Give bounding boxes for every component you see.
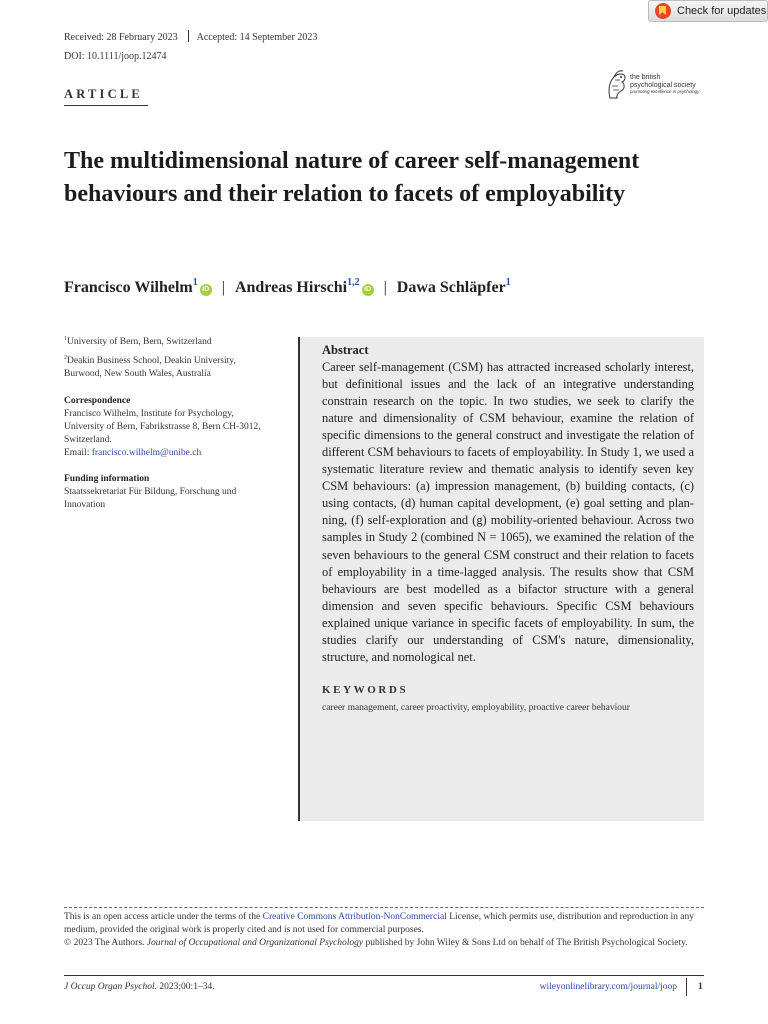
affiliation: $^1$University of Bern, Bern, Switzerland (64, 336, 212, 348)
license-footer (64, 911, 704, 950)
footer-dotted-rule (64, 907, 704, 908)
bps-logo-line1: the british (630, 74, 661, 81)
page-number-separator (686, 978, 687, 996)
accepted-date: Accepted: 14 September 2023 (196, 32, 318, 43)
abstract-box (300, 337, 704, 821)
page-number: 1 (698, 982, 703, 992)
check-for-updates-button[interactable] (648, 0, 768, 22)
header-separator (188, 30, 189, 42)
author-affiliation-sup[interactable]: 1 (505, 277, 511, 288)
correspondence-text: Francisco Wilhelm, Institute for Psychology, University of Bern, Fabrikstrasse 8, Bern CH-3012, Switzerland. (64, 409, 261, 446)
author-affiliation-sup[interactable]: 1,2 (347, 277, 360, 288)
orcid-icon[interactable]: iD (200, 284, 212, 296)
author-name[interactable]: Andreas Hirschi (234, 279, 348, 296)
correspondence-heading: Correspondence (64, 396, 131, 407)
doi[interactable]: DOI: 10.1111/joop.12474 (64, 51, 167, 62)
cc-license-link[interactable]: Creative Commons Attribution-NonCommercial (262, 912, 447, 922)
received-date: Received: 28 February 2023 (64, 32, 178, 43)
footer-rule (64, 975, 704, 976)
affiliation: $^2$Deakin Business School, Deakin University, Burwood, New South Wales, Australia (64, 355, 236, 380)
author-affiliation-sup[interactable]: 1 (192, 277, 198, 288)
abstract-text: Career self-management (CSM) has attracted increased scholarly interest, but definitional issues and the lack of an integrative understanding constrain research on the topic. In two studies, we seek to clarify the nature and dimensionality of CSM behaviour, examine the relation of specific dimensions to the general construct and investigate the relation of different CSM behaviours to facets of employability. In Study 1, we used a systematic literature review and thematic analysis to identify seven key CSM behaviours: (a) impression management, (b) building contacts, (c) using contacts, (d) human capital development, (e) goal setting and planning, (f) self-exploration and (g) mobility-oriented behaviour. Across two samples in Study 2 (combined N = 1065), we examined the relation of the seven behaviours to the general CSM construct and their relation to facets of employability in a time-lagged analysis. The results show that CSM behaviours are best modelled as a bifactor structure with a general dimension and seven specific behaviours. Specific CSM behaviours explained unique variance in specific facets of employability. In sum, the studies clarify our understanding of CSM's nature, dimensionality, structure, and nomological net. (322, 360, 694, 664)
journal-citation: J Occup Organ Psychol. 2023;00:1–34. (64, 982, 215, 992)
check-for-updates-badge-icon (655, 3, 671, 19)
orcid-icon[interactable]: iD (362, 284, 374, 296)
author-name[interactable]: Dawa Schläpfer (396, 279, 506, 296)
author-separator: | (383, 279, 387, 296)
email-link[interactable]: francisco.wilhelm@unibe.ch (91, 448, 202, 459)
bps-logo-tagline: promoting excellence in psychology (630, 89, 700, 94)
bps-logo-emblem-icon (606, 68, 628, 100)
article-label-rule (64, 105, 148, 106)
author-separator: | (221, 279, 225, 296)
funding-heading: Funding information (64, 474, 150, 485)
check-for-updates-label: Check for updates (677, 5, 767, 17)
author-name[interactable]: Francisco Wilhelm (64, 279, 193, 296)
journal-url-link[interactable]: wileyonlinelibrary.com/journal/joop (539, 982, 677, 992)
bps-logo (606, 68, 716, 102)
abstract-heading: Abstract (322, 343, 369, 357)
keywords-heading: KEYWORDS (322, 683, 409, 696)
journal-name: Journal of Occupational and Organizational Psychology (146, 938, 364, 948)
article-type-label: ARTICLE (64, 87, 143, 101)
copyright-statement: © 2023 The Authors. Journal of Occupational and Organizational Psychology published by John Wiley & Sons Ltd on behalf of The British Psychological Society. (64, 938, 688, 948)
front-matter-sidebar (64, 333, 274, 512)
correspondence-email-line: Email: francisco.wilhelm@unibe.ch (64, 448, 202, 459)
bps-logo-line2: psychological society (630, 81, 696, 89)
author-list (64, 277, 511, 297)
funding-text: Staatssekretariat Für Bildung, Forschung und Innovation (64, 487, 237, 511)
received-accepted-line (64, 30, 317, 43)
keywords-text: career management, career proactivity, employability, proactive career behaviour (322, 702, 630, 713)
paper-title: The multidimensional nature of career self-management behaviours and their relation to facets of employability (64, 148, 640, 207)
license-statement: This is an open access article under the terms of the Creative Commons Attribution-NonCommercial License, which permits use, distribution and reproduction in any medium, provided the original work is properly cited and is not used for commercial purposes. (64, 912, 695, 935)
